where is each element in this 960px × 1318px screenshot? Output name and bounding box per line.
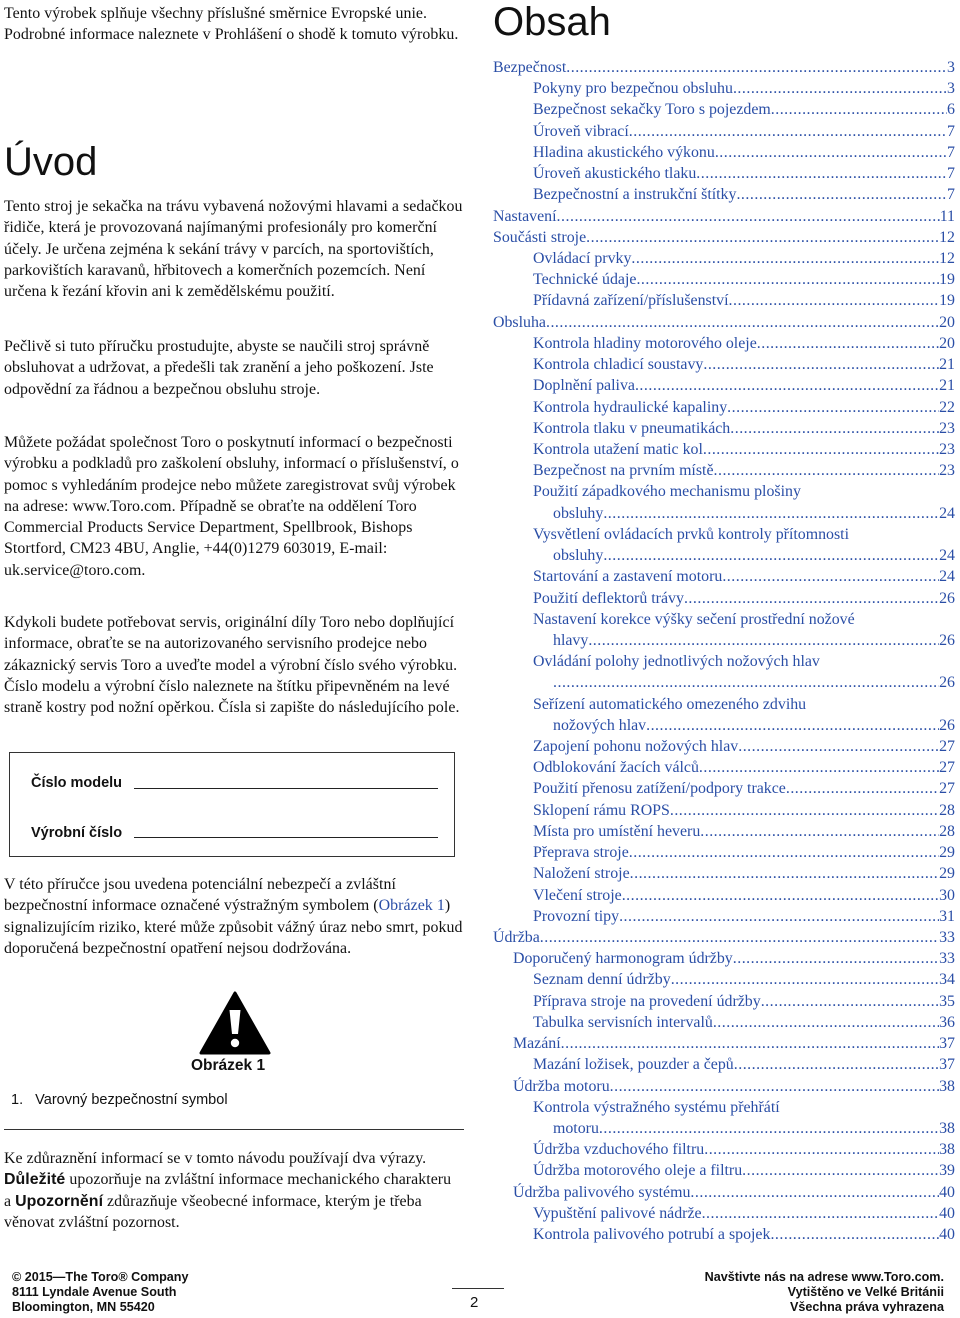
toc-leader-dots — [631, 248, 939, 269]
toc-leader-dots — [561, 1033, 939, 1054]
toc-entry[interactable] — [513, 948, 955, 969]
toc-page-number: 20 — [939, 313, 955, 331]
toc-entry-title[interactable]: Ovládání polohy jednotlivých nožových hlav — [533, 653, 820, 671]
toc-entry[interactable] — [533, 460, 955, 481]
toc-page-number: 3 — [947, 80, 955, 98]
emphasis-text-2: upozorňuje na zvláštní informace mechanického charakteru a — [4, 1171, 452, 1210]
toc-page-number: 37 — [939, 1035, 955, 1053]
toc-leader-dots — [546, 312, 939, 333]
toc-leader-dots — [734, 1054, 939, 1075]
toc-entry[interactable] — [553, 503, 955, 524]
figure-legend: 1. Varovný bezpečnostní symbol — [11, 1092, 228, 1108]
toc-entry[interactable] — [533, 121, 955, 142]
warning-text-before: V této příručce jsou uvedena potenciální nebezpečí a zvláštní bezpečnostní informace označené výstražným symbolem ( — [4, 876, 396, 915]
toc-entry-title: Místa pro umístění heveru — [533, 822, 701, 840]
toc-page-number: 37 — [939, 1056, 955, 1074]
toc-entry[interactable] — [533, 906, 955, 927]
toc-entry-title: Mazání ložisek, pouzder a čepů — [533, 1056, 734, 1074]
toc-leader-dots — [635, 375, 939, 396]
intro-paragraph-3: Můžete požádat společnost Toro o poskytnutí informací o bezpečnosti výrobku a podkladů pro zaškolení obsluhy, informací o příslušenství, o pomoc s vyhledáním prodejce nebo můžete zaregistrovat svůj výrobek na adrese: www.Toro.com. Případně se obraťte na oddělení Toro Commercial Products Service Department, Spellbrook, Bishops Stortford, CM23 4BU, Anglie, +44(0)1279 603019, E-mail: uk.service@toro.com. — [4, 434, 459, 579]
footer-copyright: © 2015—The Toro® Company — [12, 1270, 189, 1284]
toc-entry[interactable] — [493, 57, 955, 78]
toc-entry[interactable] — [533, 736, 955, 757]
toc-page-number: 24 — [939, 568, 955, 586]
toc-entry[interactable] — [533, 969, 955, 990]
toc-leader-dots — [702, 1203, 940, 1224]
emphasis-paragraph — [4, 1148, 452, 1233]
toc-page-number: 26 — [939, 716, 955, 734]
toc-entry[interactable] — [533, 397, 955, 418]
toc-leader-dots — [646, 715, 939, 736]
toc-page-number: 7 — [947, 165, 955, 183]
toc-entry-title: Bezpečnost sekačky Toro s pojezdem — [533, 101, 771, 119]
toc-entry[interactable] — [533, 78, 955, 99]
toc-page-number: 27 — [939, 780, 955, 798]
toc-entry-title: Doporučený harmonogram údržby — [513, 950, 733, 968]
toc-entry-title: Údržba motoru — [513, 1077, 610, 1095]
toc-page-number: 26 — [939, 589, 955, 607]
toc-entry-title: Obsluha — [493, 313, 546, 331]
model-number-line[interactable] — [134, 788, 438, 789]
toc-entry-title-cont: motoru — [553, 1120, 599, 1137]
toc-entry[interactable] — [513, 1076, 955, 1097]
toc-leader-dots — [588, 630, 939, 651]
toc-page-number: 7 — [947, 186, 955, 204]
toc-entry-title: Použití deflektorů trávy — [533, 589, 684, 607]
toc-leader-dots — [566, 57, 947, 78]
toc-page-number: 36 — [939, 1013, 955, 1031]
toc-page-number: 7 — [947, 143, 955, 161]
footer-page-rule — [452, 1288, 504, 1289]
toc-entry-title[interactable]: Kontrola výstražného systému přehřátí — [533, 1098, 780, 1116]
toc-page-number: 19 — [939, 292, 955, 310]
toc-entry[interactable] — [533, 333, 955, 354]
toc-page-number: 38 — [939, 1141, 955, 1159]
toc-leader-dots — [722, 566, 939, 587]
toc-page-number: 20 — [939, 334, 955, 352]
toc-entry[interactable] — [533, 248, 955, 269]
toc-leader-dots — [729, 290, 940, 311]
toc-entry[interactable] — [533, 184, 955, 205]
toc-entry-title: Údržba motorového oleje a filtru — [533, 1162, 743, 1180]
toc-entry-title: Ovládací prvky — [533, 249, 632, 267]
toc-page-number: 28 — [939, 801, 955, 819]
toc-page-number: 39 — [939, 1162, 955, 1180]
toc-page-number: 35 — [939, 992, 955, 1010]
toc-heading: Obsah — [493, 0, 611, 44]
toc-entry-title: Bezpečnostní a instrukční štítky — [533, 186, 737, 204]
toc-entry[interactable] — [533, 863, 955, 884]
toc-leader-dots — [557, 206, 940, 227]
footer-address-line: 8111 Lyndale Avenue South — [12, 1285, 177, 1300]
toc-page-number: 23 — [939, 440, 955, 458]
toc-entry-title: Bezpečnost — [493, 59, 567, 76]
toc-leader-dots — [786, 778, 939, 799]
toc-leader-dots — [553, 672, 939, 693]
toc-leader-dots — [599, 1118, 939, 1139]
toc-entry[interactable] — [533, 99, 955, 120]
toc-entry[interactable] — [533, 885, 955, 906]
toc-leader-dots — [629, 842, 939, 863]
toc-leader-dots — [699, 757, 939, 778]
toc-leader-dots — [733, 948, 939, 969]
toc-page-number: 19 — [939, 271, 955, 289]
toc-entry[interactable] — [553, 1118, 955, 1139]
toc-entry-title: Součásti stroje — [493, 228, 587, 246]
toc-entry[interactable] — [553, 715, 955, 736]
toc-leader-dots — [770, 1224, 939, 1245]
toc-leader-dots — [636, 269, 939, 290]
toc-entry-title: Sklopení rámu ROPS — [533, 801, 670, 819]
toc-page-number: 21 — [939, 356, 955, 374]
toc-page-number: 6 — [947, 101, 955, 119]
toc-entry[interactable] — [533, 1224, 955, 1245]
toc-page-number: 22 — [939, 398, 955, 416]
toc-page-number: 28 — [939, 822, 955, 840]
toc-entry[interactable] — [553, 545, 955, 566]
footer-rights: Všechna práva vyhrazena — [789, 1300, 944, 1315]
toc-entry-title: Odblokování žacích válců — [533, 759, 699, 777]
toc-leader-dots — [684, 588, 939, 609]
toc-page-number: 27 — [939, 759, 955, 777]
toc-entry-title: Tabulka servisních intervalů — [533, 1013, 713, 1031]
toc-entry[interactable] — [533, 439, 955, 460]
toc-leader-dots — [730, 418, 939, 439]
serial-number-line[interactable] — [134, 837, 438, 838]
toc-page-number: 33 — [939, 929, 955, 947]
toc-leader-dots — [761, 991, 939, 1012]
toc-entry-title: Příprava stroje na provedení údržby — [533, 992, 761, 1010]
toc-entry[interactable] — [533, 375, 955, 396]
intro-paragraph-1: Tento stroj je sekačka na trávu vybavená nožovými hlavami a sedačkou řidiče, která je provozovaná najímanými profesionály pro komerční účely. Je určena zejména k sekání trávy v parcích, na sportovištích, parkovištích karavanů, hřbitovech a komerčních pozemcích. Není určena k řezání křovin ani k zemědělskému použití. — [4, 198, 463, 301]
toc-entry-title: Úroveň vibrací — [533, 122, 629, 140]
toc-entry-title: Startování a zastavení motoru — [533, 568, 723, 586]
toc-entry-title: Naložení stroje — [533, 865, 630, 883]
toc-leader-dots — [670, 800, 939, 821]
footer-printed: Vytištěno ve Velké Británii — [787, 1285, 944, 1300]
toc-leader-dots — [603, 503, 939, 524]
toc-entry[interactable] — [533, 588, 955, 609]
toc-page-number: 26 — [939, 631, 955, 649]
footer-website: Navštivte nás na adrese www.Toro.com. — [704, 1270, 944, 1284]
toc-leader-dots — [704, 1139, 939, 1160]
toc-leader-dots — [757, 333, 939, 354]
toc-entry[interactable] — [533, 290, 955, 311]
compliance-text: Tento výrobek splňuje všechny příslušné směrnice Evropské unie. Podrobné informace naleznete v Prohlášení o shodě k tomuto výrobku. — [4, 5, 459, 44]
toc-entry[interactable] — [533, 821, 955, 842]
important-label: Důležité — [4, 1171, 66, 1189]
toc-entry-title[interactable]: Vysvětlení ovládacích prvků kontroly přítomnosti — [533, 525, 849, 543]
emphasis-text-1: Ke zdůraznění informací se v tomto návodu používají dva výrazy. — [4, 1150, 427, 1167]
model-number-label: Číslo modelu — [31, 775, 123, 791]
footer-right — [705, 1270, 944, 1316]
toc-entry-title-cont: nožových hlav — [553, 716, 647, 734]
toc-page-number: 40 — [939, 1183, 955, 1201]
toc-entry-title: Kontrola tlaku v pneumatikách — [533, 419, 731, 437]
toc-entry-title-cont: hlavy — [553, 631, 589, 649]
toc-leader-dots — [690, 1182, 939, 1203]
toc-leader-dots — [742, 1160, 939, 1181]
toc-page-number: 29 — [939, 844, 955, 862]
toc-entry[interactable] — [493, 206, 955, 227]
toc-entry-title: Úroveň akustického tlaku — [533, 165, 697, 183]
toc-leader-dots — [610, 1076, 939, 1097]
toc-entry[interactable] — [533, 842, 955, 863]
toc-entry[interactable] — [553, 672, 955, 693]
toc-entry-title-cont: obsluhy — [553, 547, 604, 565]
figure-caption: Obrázek 1 — [191, 1057, 266, 1074]
toc-leader-dots — [622, 885, 939, 906]
toc-leader-dots — [540, 927, 939, 948]
intro-heading: Úvod — [4, 140, 98, 184]
serial-number-label: Výrobní číslo — [31, 825, 123, 841]
toc-entry[interactable] — [513, 1033, 955, 1054]
toc-entry-title: Údržba palivového systému — [513, 1183, 691, 1201]
toc-leader-dots — [738, 736, 939, 757]
toc-entry-title: Provozní tipy — [533, 907, 620, 925]
toc-page-number: 23 — [939, 462, 955, 480]
toc-entry-title: Kontrola chladicí soustavy — [533, 356, 704, 374]
toc-entry[interactable] — [513, 1182, 955, 1203]
toc-entry-title: Zapojení pohonu nožových hlav — [533, 738, 739, 756]
toc-entry[interactable] — [533, 778, 955, 799]
toc-leader-dots — [703, 439, 939, 460]
toc-entry-title: Údržba vzduchového filtru — [533, 1141, 705, 1159]
toc-page-number: 27 — [939, 738, 955, 756]
toc-entry[interactable] — [533, 418, 955, 439]
toc-leader-dots — [629, 121, 947, 142]
toc-page-number: 24 — [939, 504, 955, 522]
toc-leader-dots — [736, 184, 947, 205]
warning-triangle-icon — [198, 990, 272, 1056]
toc-entry-title[interactable]: Nastavení korekce výšky sečení prostřední nožové — [533, 610, 855, 628]
intro-paragraph-4: Kdykoli budete potřebovat servis, originální díly Toro nebo doplňující informace, obraťte se na autorizovaného servisního prodejce nebo zákaznický servis Toro a uveďte model a výrobní číslo svého výrobku. Číslo modelu a výrobní číslo naleznete na štítku připevněném na levé straně kostry pod nožní opěrkou. Čísla si zapište do následujícího pole. — [4, 614, 460, 717]
toc-page-number: 12 — [939, 228, 955, 246]
toc-entry-title: Seznam denní údržby — [533, 971, 671, 989]
toc-entry[interactable] — [493, 312, 955, 333]
toc-page-number: 23 — [939, 419, 955, 437]
footer-left — [12, 1270, 188, 1316]
toc-page-number: 12 — [939, 249, 955, 267]
toc-entry[interactable] — [493, 227, 955, 248]
toc-entry-title[interactable]: Seřízení automatického omezeného zdvihu — [533, 695, 807, 713]
toc-page-number: 38 — [939, 1077, 955, 1095]
toc-entry[interactable] — [533, 1012, 955, 1033]
toc-leader-dots — [603, 545, 939, 566]
toc-entry-title[interactable]: Použití západkového mechanismu plošiny — [533, 483, 801, 501]
toc-page-number: 34 — [939, 971, 955, 989]
toc-entry[interactable] — [533, 991, 955, 1012]
toc-entry[interactable] — [533, 354, 955, 375]
emphasis-text-3: zdůrazňuje všeobecné informace, kterým je třeba věnovat zvláštní pozornost. — [4, 1192, 422, 1231]
toc-page-number: 7 — [947, 122, 955, 140]
toc-leader-dots — [671, 969, 939, 990]
warning-text-after: ) signalizujícím riziko, které může způsobit vážný úraz nebo smrt, pokud doporučená bezpečnostní opatření nejsou dodržována. — [4, 897, 463, 957]
toc-entry-title: Kontrola hydraulické kapaliny — [533, 398, 728, 416]
toc-page-number: 40 — [939, 1226, 955, 1244]
toc-page-number: 24 — [939, 547, 955, 565]
toc-entry-title: Kontrola hladiny motorového oleje — [533, 334, 757, 352]
toc-entry-title: Pokyny pro bezpečnou obsluhu — [533, 80, 733, 98]
toc-entry[interactable] — [493, 927, 955, 948]
toc-leader-dots — [586, 227, 939, 248]
figure-1-link[interactable]: Obrázek 1 — [378, 897, 445, 915]
toc-leader-dots — [619, 906, 939, 927]
toc-page-number: 31 — [939, 907, 955, 925]
toc-entry[interactable] — [533, 1054, 955, 1075]
toc-entry-title: Vlečení stroje — [533, 886, 622, 904]
footer-city: Bloomington, MN 55420 — [12, 1300, 155, 1315]
toc-entry[interactable] — [533, 566, 955, 587]
toc-page-number: 26 — [939, 674, 955, 692]
toc-entry-title: Přeprava stroje — [533, 844, 629, 862]
intro-paragraph-2: Pečlivě si tuto příručku prostudujte, abyste se naučili stroj správně obsluhovat a udržovat, a předešli tak zranění a jeho poškození. Jste odpovědní za řádnou a bezpečnou obsluhu stroje. — [4, 338, 434, 398]
toc-page-number: 30 — [939, 886, 955, 904]
toc-entry-title: Použití přenosu zatížení/podpory trakce — [533, 780, 786, 798]
toc-entry[interactable] — [533, 163, 955, 184]
toc-entry-title: Doplnění paliva — [533, 377, 635, 395]
toc-entry-title-cont: obsluhy — [553, 504, 604, 522]
toc-entry-title: Kontrola palivového potrubí a spojek — [533, 1226, 771, 1244]
toc-page-number: 38 — [939, 1120, 955, 1137]
toc-entry-title: Nastavení — [493, 207, 557, 225]
toc-entry-title: Přídavná zařízení/příslušenství — [533, 292, 729, 310]
toc-leader-dots — [700, 821, 939, 842]
toc-entry[interactable] — [533, 1139, 955, 1160]
toc-page-number: 3 — [947, 59, 955, 76]
note-label: Upozornění — [15, 1192, 104, 1210]
toc-entry[interactable] — [553, 630, 955, 651]
toc-leader-dots — [771, 99, 947, 120]
toc-entry-title: Kontrola utažení matic kol — [533, 440, 703, 458]
toc-entry-title: Bezpečnost na prvním místě — [533, 462, 714, 480]
warning-intro-paragraph — [4, 874, 466, 959]
toc-leader-dots — [733, 78, 947, 99]
model-serial-box — [9, 752, 455, 857]
toc-page-number: 29 — [939, 865, 955, 883]
toc-entry-title: Mazání — [513, 1035, 561, 1053]
toc-page-number: 21 — [939, 377, 955, 395]
toc-entry[interactable] — [533, 800, 955, 821]
toc-entry[interactable] — [533, 1203, 955, 1224]
toc-leader-dots — [713, 1012, 939, 1033]
toc-leader-dots — [630, 863, 939, 884]
toc-entry[interactable] — [533, 1160, 955, 1181]
toc-entry-title: Vypuštění palivové nádrže — [533, 1204, 702, 1222]
page-number: 2 — [470, 1294, 479, 1311]
toc-leader-dots — [715, 142, 947, 163]
toc-entry[interactable] — [533, 757, 955, 778]
toc-leader-dots — [714, 460, 940, 481]
figure-divider — [4, 1129, 464, 1130]
toc-entry[interactable] — [533, 269, 955, 290]
toc-entry-title: Údržba — [493, 929, 540, 947]
toc-page-number: 11 — [939, 207, 955, 225]
toc-leader-dots — [727, 397, 939, 418]
toc-entry-title: Technické údaje — [533, 271, 637, 289]
toc-entry[interactable] — [533, 142, 955, 163]
toc-page-number: 40 — [939, 1204, 955, 1222]
toc-entry-title: Hladina akustického výkonu — [533, 143, 715, 161]
toc-page-number: 33 — [939, 950, 955, 968]
toc-leader-dots — [696, 163, 947, 184]
toc-leader-dots — [703, 354, 939, 375]
